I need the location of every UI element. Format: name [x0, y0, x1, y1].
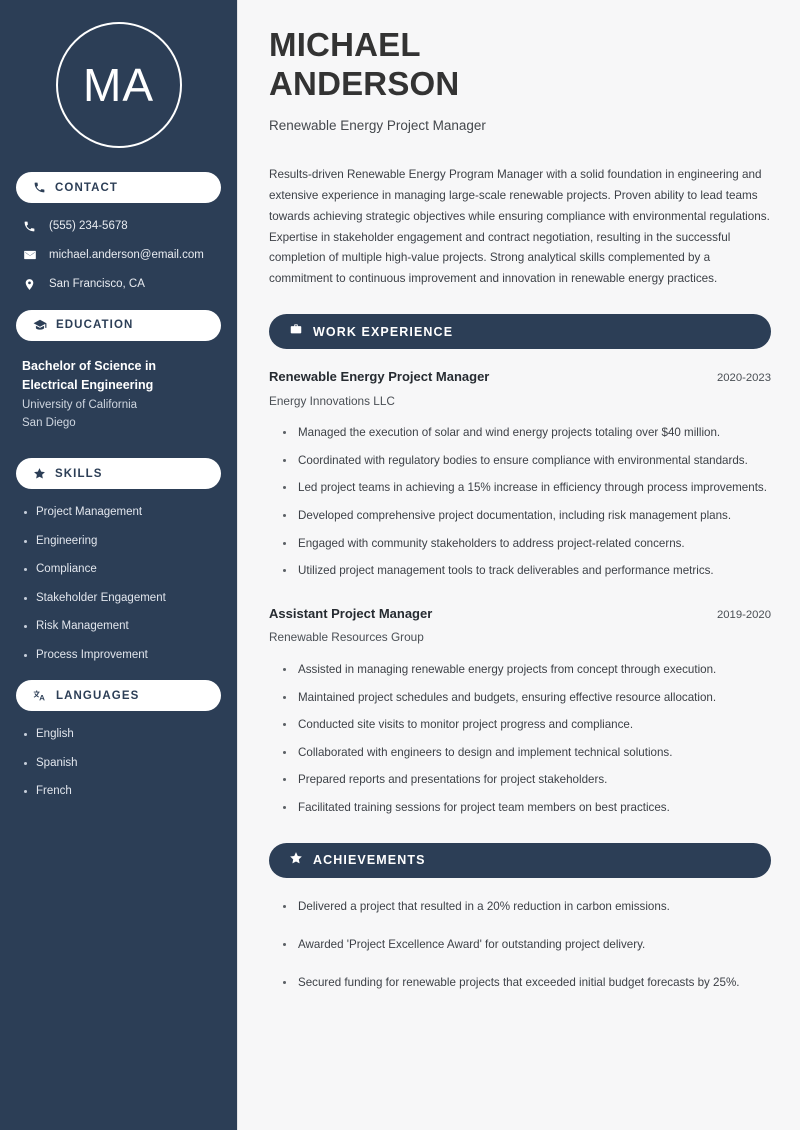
list-item: Delivered a project that resulted in a 20% reduction in carbon emissions. [282, 897, 771, 917]
sidebar [0, 0, 238, 1130]
job-role: Renewable Energy Project Manager [269, 369, 490, 385]
star-icon [33, 467, 46, 480]
phone-icon [22, 220, 37, 233]
education-school-line-2: San Diego [22, 416, 76, 429]
job-bullet-list [269, 423, 771, 582]
avatar-wrapper [16, 0, 221, 172]
star-icon [289, 851, 303, 870]
job-dates: 2019-2020 [716, 608, 771, 621]
achievements-section-label: ACHIEVEMENTS [313, 853, 426, 868]
avatar-initials: MA [83, 59, 154, 111]
job-bullet-list [269, 660, 771, 819]
contact-location-row[interactable] [16, 277, 221, 292]
list-item: Facilitated training sessions for project team members on best practices. [282, 798, 771, 819]
job-company: Energy Innovations LLC [269, 393, 395, 408]
job-role: Assistant Project Manager [269, 605, 433, 621]
languages-list [16, 727, 221, 800]
skills-section-label: SKILLS [55, 467, 103, 480]
languages-section-label: LANGUAGES [56, 689, 140, 702]
job-entry [269, 605, 771, 819]
list-item: English [22, 727, 215, 743]
job-entry [269, 368, 771, 582]
list-item: Engineering [22, 534, 215, 550]
avatar [56, 22, 182, 148]
contact-phone-row[interactable] [16, 219, 221, 234]
job-header [269, 605, 771, 623]
work-experience-section-label: WORK EXPERIENCE [313, 324, 454, 339]
contact-location-value: San Francisco, CA [49, 277, 145, 290]
work-experience-section-header [269, 314, 771, 349]
headline-job-title: Renewable Energy Project Manager [269, 118, 486, 134]
page-title [269, 26, 771, 103]
skills-section [16, 458, 221, 663]
job-dates: 2020-2023 [716, 372, 771, 385]
first-name: MICHAEL [269, 26, 421, 63]
education-degree: Bachelor of Science in Electrical Engineering [22, 358, 157, 393]
translate-icon [33, 689, 47, 703]
education-section-header [16, 310, 221, 341]
languages-section [16, 680, 221, 800]
mail-icon [22, 248, 37, 262]
list-item: Compliance [22, 562, 215, 578]
list-item: Conducted site visits to monitor project progress and compliance. [282, 715, 771, 736]
contact-section [16, 172, 221, 292]
languages-section-header [16, 680, 221, 711]
list-item: Led project teams in achieving a 15% increase in efficiency through process improvements. [282, 478, 771, 499]
list-item: Managed the execution of solar and wind energy projects totaling over $40 million. [282, 423, 771, 444]
contact-section-label: CONTACT [55, 181, 119, 194]
contact-email-value: michael.anderson@email.com [49, 248, 204, 261]
contact-section-header [16, 172, 221, 203]
achievements-section-header [269, 843, 771, 878]
skills-list [16, 505, 221, 663]
list-item: Awarded 'Project Excellence Award' for outstanding project delivery. [282, 935, 771, 955]
education-section [16, 310, 221, 433]
list-item: Utilized project management tools to track deliverables and performance metrics. [282, 561, 771, 582]
briefcase-icon [289, 322, 303, 341]
contact-phone-value: (555) 234-5678 [49, 220, 128, 232]
list-item: Coordinated with regulatory bodies to ensure compliance with environmental standards. [282, 451, 771, 472]
graduation-cap-icon [33, 318, 47, 332]
job-company: Renewable Resources Group [269, 630, 424, 645]
last-name: ANDERSON [269, 64, 460, 102]
list-item: French [22, 784, 215, 800]
main-content [238, 0, 800, 1130]
list-item: Prepared reports and presentations for project stakeholders. [282, 770, 771, 791]
list-item: Engaged with community stakeholders to address project-related concerns. [282, 534, 771, 555]
list-item: Stakeholder Engagement [22, 591, 215, 607]
education-section-label: EDUCATION [56, 319, 134, 332]
professional-summary: Results-driven Renewable Energy Program Manager with a solid foundation in engineering and extensive experience in managing large-scale renewable projects. Proven ability to lead teams towards achieving strategic objectives while ensuring compliance with environmental regulations. Expertise in stakeholder engagement and contract negotiation, resulting in the successful completion of multiple high-value projects. Strong analytical skills complemented by a commitment to continuous improvement and innovation in renewable energy practices. [269, 168, 770, 286]
list-item: Assisted in managing renewable energy projects from concept through execution. [282, 660, 771, 681]
education-school-line-1: University of California [22, 398, 138, 411]
list-item: Process Improvement [22, 648, 215, 664]
achievements-list [269, 897, 771, 994]
job-header [269, 368, 771, 386]
list-item: Spanish [22, 756, 215, 772]
skills-section-header [16, 458, 221, 489]
list-item: Maintained project schedules and budgets, ensuring effective resource allocation. [282, 688, 771, 709]
location-pin-icon [22, 278, 37, 291]
list-item: Project Management [22, 505, 215, 521]
list-item: Collaborated with engineers to design and implement technical solutions. [282, 743, 771, 764]
list-item: Developed comprehensive project documentation, including risk management plans. [282, 506, 771, 527]
list-item: Secured funding for renewable projects that exceeded initial budget forecasts by 25%. [282, 973, 771, 993]
list-item: Risk Management [22, 619, 215, 635]
contact-email-row[interactable] [16, 248, 221, 263]
phone-icon [33, 181, 46, 194]
